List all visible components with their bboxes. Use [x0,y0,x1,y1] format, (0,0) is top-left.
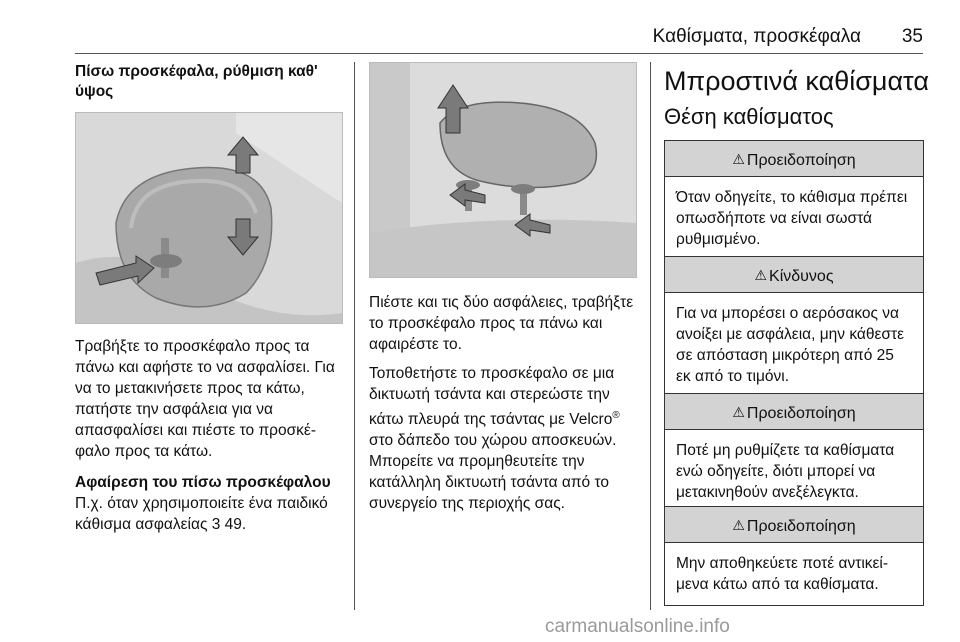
column-left-text [75,336,343,535]
headrest-storage-paragraph [369,363,637,514]
headrest-storage-text: Τοποθετήστε το προσκέφαλο σε μια δικτυωτή τσάντα και στερεώστε την κάτω πλευρά της τσάντας με Velcro [369,365,615,429]
page-number: 35 [901,26,923,47]
page-header [75,26,923,52]
danger-box [664,256,924,398]
headrest-removal-lead: Αφαίρεση του πίσω προσκέφαλου [75,474,331,491]
headrest-removal-text: Π.χ. όταν χρησιμοποιείτε ένα παιδικό κάθισμα ασφαλείας [75,495,328,533]
column-divider-1 [354,62,355,610]
danger-box-header [665,257,923,293]
warning-box-3 [664,506,924,606]
headrest-removal-photo [369,62,637,278]
warning-box-1 [664,140,924,261]
running-title: Καθίσματα, προσκέφαλα [652,26,861,47]
warning-box-label: Προειδοποίηση [746,405,856,422]
headrest-removal-paragraph [75,472,343,535]
warning-box-2 [664,393,924,514]
warning-box-body: Μην αποθηκεύετε ποτέ αντικείμενα κάτω από τα καθίσματα. [676,555,889,593]
warning-box-body: Όταν οδηγείτε, το κάθισμα πρέπει οπωσδήποτε να είναι σωστά ρυθμισμένο. [676,189,908,248]
warning-box-label: Προειδοποίηση [746,152,856,169]
headrest-removal-illustration [370,63,636,277]
page-reference-link[interactable]: 3 49. [211,516,247,533]
section-title: Μπροστινά καθίσματα [664,66,929,96]
headrest-adjust-instructions: Τραβήξτε το προσκέφαλο προς τα πάνω και αφήστε το να ασφαλίσει. Για να το μετακινήσετε προς τα κάτω, πατήστε την ασφάλεια για να απασφαλίσει και πιέστε το προσκέφαλο προς τα κάτω. [75,338,335,460]
headrest-release-instructions: Πιέστε και τις δύο ασφάλειες, τραβήξτε το προσκέφαλο προς τα πάνω και αφαιρέστε το. [369,294,634,353]
warning-box-header [665,507,923,543]
warning-triangle-icon: ⚠ [754,267,768,283]
registered-mark: ® [612,410,620,421]
warning-box-header [665,141,923,177]
danger-box-body: Για να μπορέσει ο αερόσακος να ανοίξει με ασφάλεια, μην κάθεστε σε απόσταση μικρότερη από 25 εκ από το τιμόνι. [676,305,904,385]
column-middle-text [369,292,637,514]
watermark: carmanualsonline.info [545,616,730,637]
warning-triangle-icon: ⚠ [732,517,745,533]
warning-box-body: Ποτέ μη ρυθμίζετε τα καθίσματα ενώ οδηγείτε, διότι μπορεί να μετακινηθούν ανεξέλεγκτα. [676,442,895,501]
warning-box-label: Προειδοποίηση [746,518,856,535]
warning-box-header [665,394,923,430]
header-divider [75,53,923,54]
warning-triangle-icon: ⚠ [732,404,745,420]
section-subtitle: Θέση καθίσματος [664,104,834,129]
rear-headrest-height-heading: Πίσω προσκέφαλα, ρύθμιση καθ' ύψος [75,63,318,100]
warning-triangle-icon: ⚠ [732,151,745,167]
column-divider-2 [650,62,651,610]
rear-headrest-photo [75,112,343,324]
headrest-storage-tail: στο δάπεδο του χώρου αποσκευών. Μπορείτε να προμηθευτείτε την κατάλληλη δικτυωτή τσάντα από το συνεργείο της περιοχής σας. [369,432,617,513]
headrest-illustration [76,113,342,323]
column-left [75,62,343,102]
danger-box-label: Κίνδυνος [769,268,834,285]
